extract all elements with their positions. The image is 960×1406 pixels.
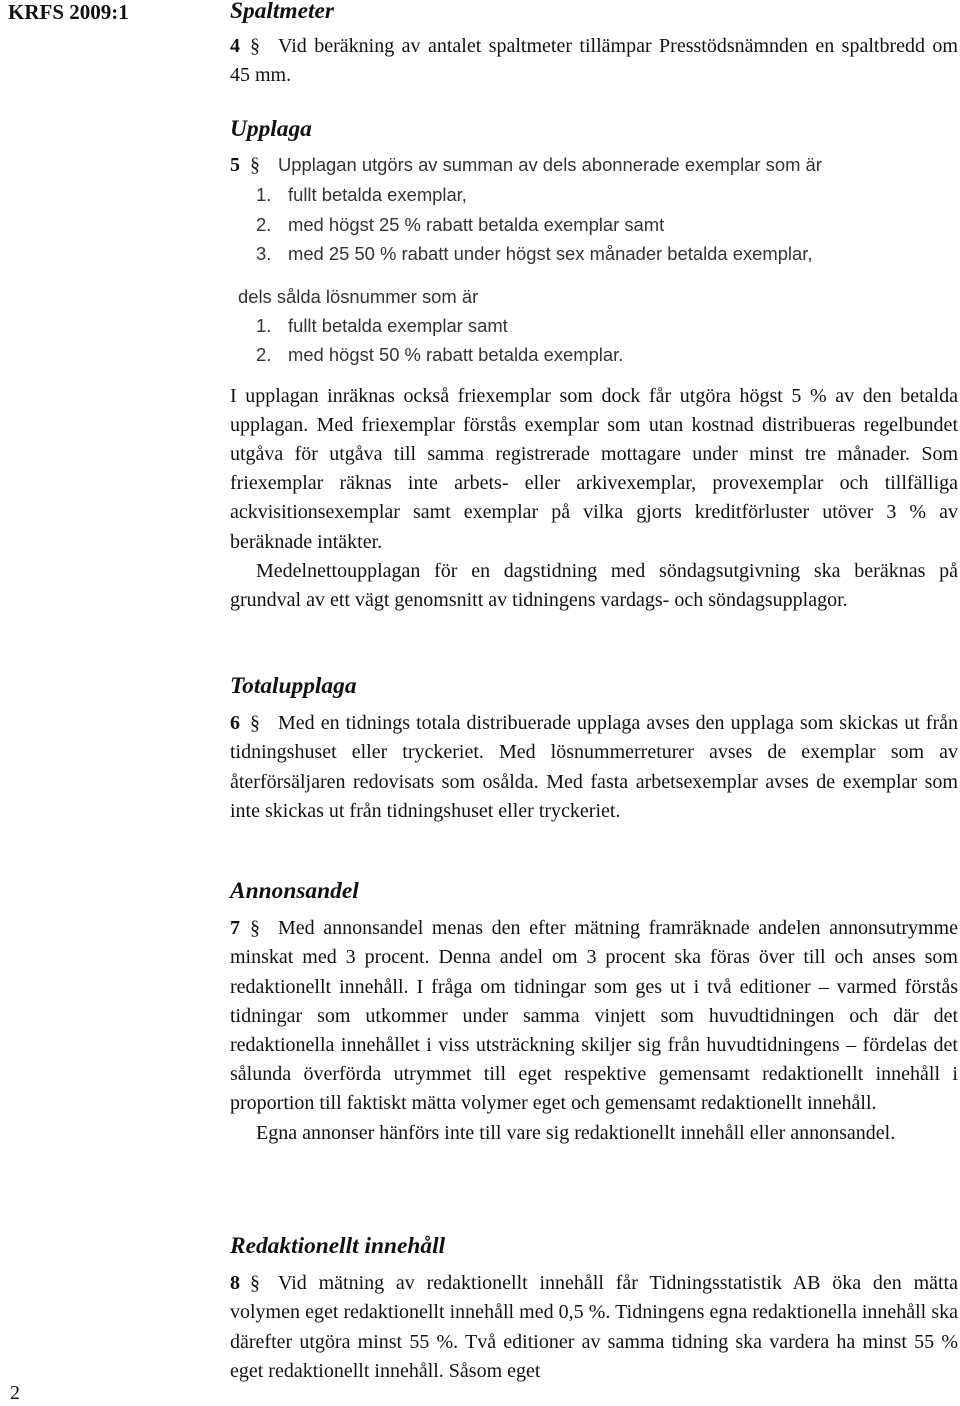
section-sign-icon: § — [250, 154, 260, 177]
abonnerade-list — [230, 180, 958, 268]
section-heading: Spaltmeter — [230, 0, 334, 24]
paragraph-number: 8 — [230, 1272, 240, 1295]
list-item: 2. med högst 50 % rabatt betalda exemplar. — [256, 344, 624, 366]
section-redaktionellt-innehall — [230, 1232, 958, 1386]
lösnummer-intro: dels sålda lösnummer som är — [238, 286, 479, 308]
list-item: 1. fullt betalda exemplar, — [256, 184, 467, 206]
section-heading: Totalupplaga — [230, 673, 357, 699]
paragraph-number: 7 — [230, 917, 240, 940]
section-heading: Annonsandel — [230, 878, 359, 904]
egna-annonser-paragraph: Egna annonser hänförs inte till vare sig redaktionellt innehåll eller annonsandel. — [256, 1121, 896, 1144]
section-heading: Upplaga — [230, 116, 312, 142]
section-annonsandel — [230, 877, 958, 1148]
paragraph-7 — [230, 914, 958, 1118]
paragraph-number: 6 — [230, 712, 240, 735]
section-upplaga — [230, 115, 958, 615]
list-item: 3. med 25 50 % rabatt under högst sex månader betalda exemplar, — [256, 242, 813, 264]
section-sign-icon: § — [250, 917, 260, 940]
medelnettoupplaga-paragraph: Medelnettoupplagan för en dagstidning med söndagsutgivning ska beräknas på grundval av ett vägt genomsnitt av tidningens vardags- och söndagsupplagor. — [230, 559, 958, 612]
list-item: 2. med högst 25 % rabatt betalda exemplar samt — [256, 213, 665, 235]
paragraph-text: Med annonsandel menas den efter mätning framräknade andelen annonsutrymme minskat med 3 procent. Denna andel om 3 procent ska föras över till och anses som redaktionellt innehåll. I fråga om tidningar som ges ut i två editioner – varmed förstås tidningar som utkommer under samma vinjett som huvudtidningen och där det redaktionella innehållet i viss utsträckning skiljer sig från huvudtidningens – fördelas det sålunda överförda utrymmet till eget respektive gemensamt redaktionellt innehåll i proportion till faktiskt mätta volymer eget och gemensamt redaktionellt innehåll. — [230, 917, 958, 1115]
list-item: 1. fullt betalda exemplar samt — [256, 315, 508, 337]
section-sign-icon: § — [250, 1272, 260, 1295]
paragraph-8 — [230, 1269, 958, 1386]
section-sign-icon: § — [250, 712, 260, 735]
section-totalupplaga — [230, 672, 958, 826]
paragraph-4 — [230, 32, 958, 90]
paragraph-5 — [230, 150, 958, 180]
paragraph-number: 4 — [230, 35, 240, 58]
friexemplar-paragraph: I upplagan inräknas också friexemplar som dock får utgöra högst 5 % av den betalda upplagan. Med friexemplar förstås exemplar som utan kostnad distribueras regelbundet utgåva för utgåva till samma registrerade mottagare under minst tre månader. Som friexemplar räknas inte arbets- eller arkivexemplar, provexemplar och tillfälliga ackvisitionsexemplar samt exemplar på vilka gjorts kreditförluster utöver 3 % av beräknade intäkter. — [230, 384, 958, 553]
paragraph-number: 5 — [230, 154, 240, 177]
paragraph-text: Upplagan utgörs av summan av dels abonnerade exemplar som är — [278, 154, 822, 176]
paragraph-text: Vid mätning av redaktionellt innehåll får Tidningsstatistik AB öka den mätta volymen eget redaktionellt innehåll med 0,5 %. Tidningens egna redaktionella innehåll ska därefter utgöra minst 55 %. Två editioner av samma tidning ska vardera ha minst 55 % eget redaktionellt innehåll. Såsom eget — [230, 1272, 958, 1382]
section-spaltmeter — [230, 0, 958, 91]
section-heading: Redaktionellt innehåll — [230, 1233, 446, 1259]
lösnummer-list — [230, 311, 958, 369]
page-number: 2 — [10, 1382, 20, 1404]
document-id: KRFS 2009:1 — [8, 0, 129, 24]
paragraph-text: Vid beräkning av antalet spaltmeter tillämpar Presstödsnämnden en spaltbredd om 45 mm. — [230, 35, 958, 87]
section-sign-icon: § — [250, 35, 260, 58]
paragraph-text: Med en tidnings totala distribuerade upplaga avses den upplaga som skickas ut från tidningshuset eller tryckeriet. Med lösnummerreturer avses de exemplar som av återförsäljaren redovisats som osålda. Med fasta arbetsexemplar avses de exemplar som inte skickas ut från tidningshuset eller tryckeriet. — [230, 712, 958, 822]
paragraph-6 — [230, 709, 958, 826]
